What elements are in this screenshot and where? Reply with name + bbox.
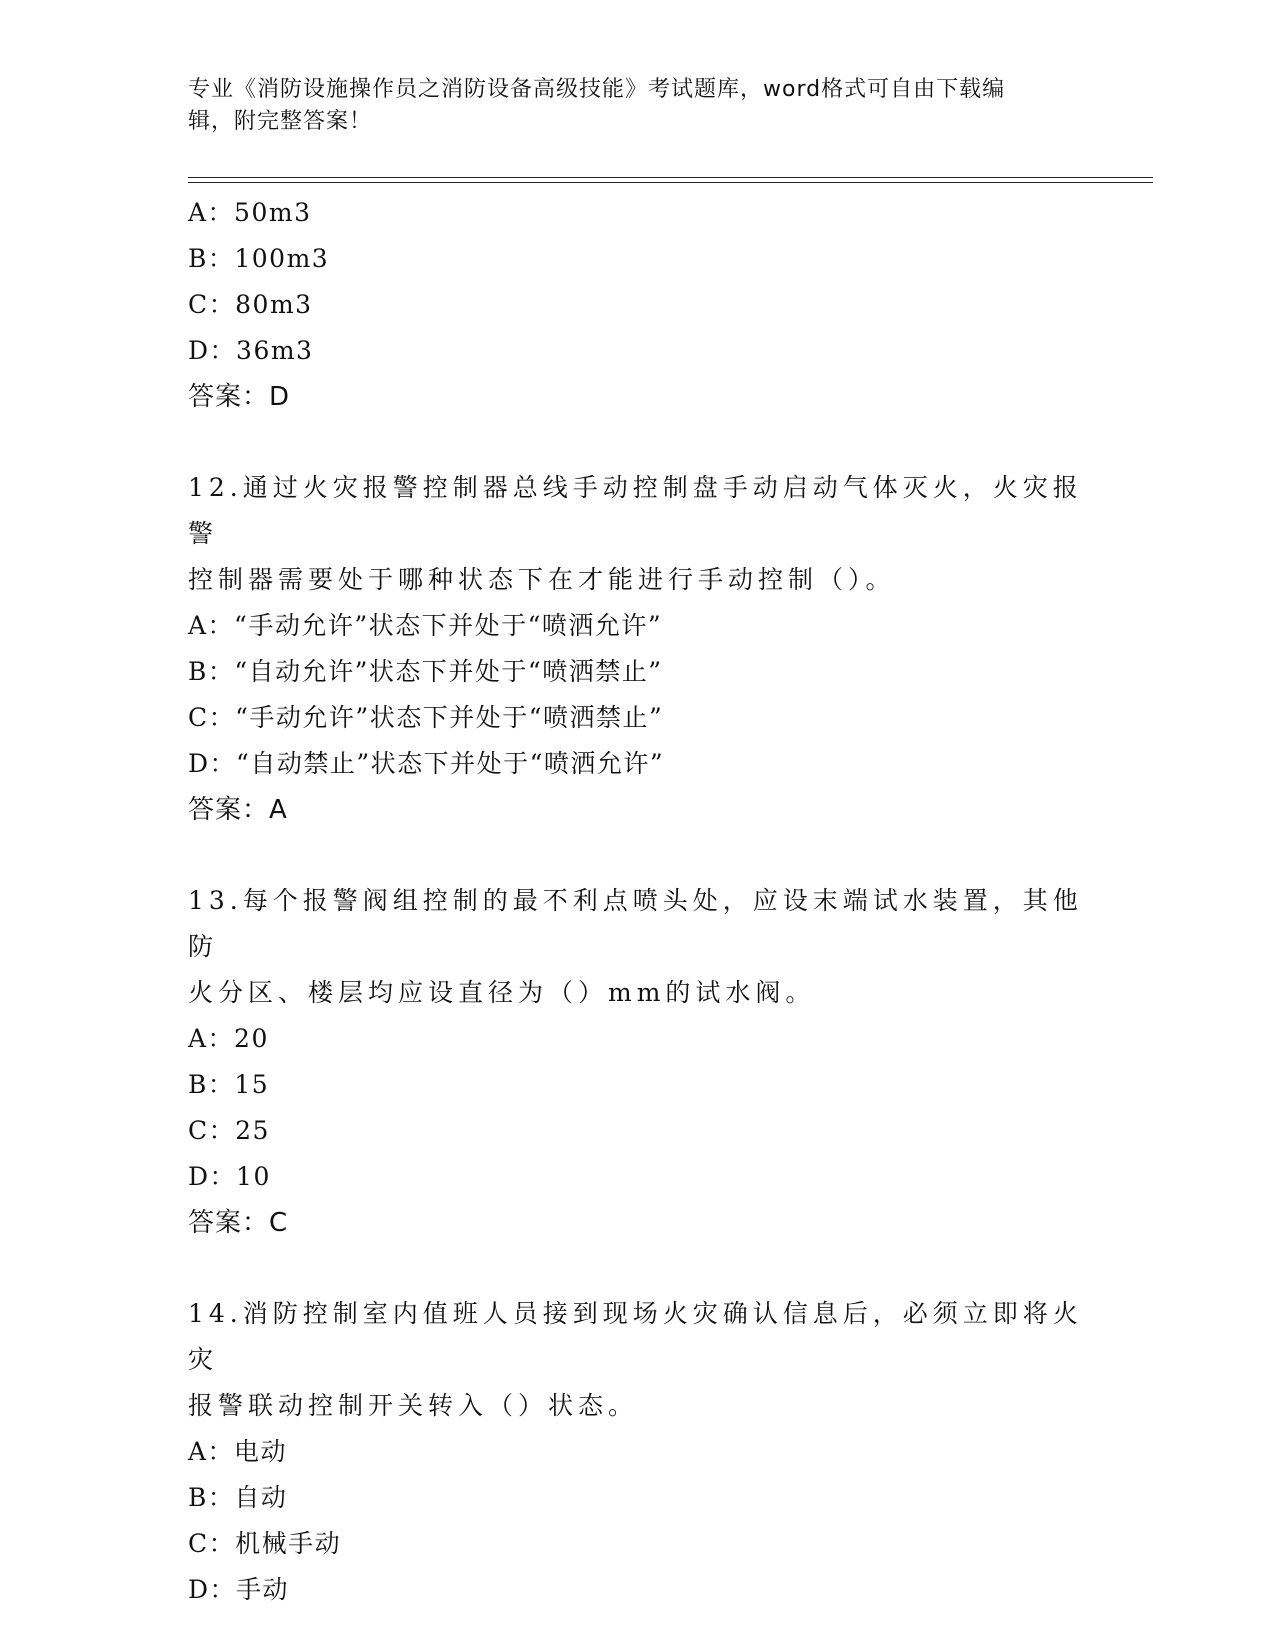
- header-line-1: 专业《消防设施操作员之消防设备高级技能》考试题库，word格式可自由下载编: [188, 77, 1006, 102]
- answer-line: 答案：C: [188, 1208, 289, 1238]
- question-stem-line-2: 报警联动控制开关转入（）状态。: [188, 1391, 639, 1420]
- answer-line: 答案：A: [188, 795, 288, 825]
- option-a: A：20: [188, 1024, 269, 1053]
- question-stem-line-1: 12.通过火灾报警控制器总线手动控制盘手动启动气体灭火，火灾报警: [188, 473, 1083, 548]
- question-13: [188, 878, 1088, 1246]
- question-stem-line-1: 13.每个报警阀组控制的最不利点喷头处，应设末端试水装置，其他防: [188, 886, 1083, 961]
- page-header: [188, 74, 1068, 138]
- option-c: C：25: [188, 1116, 270, 1145]
- question-stem-line-2: 火分区、楼层均应设直径为（）mm的试水阀。: [188, 978, 816, 1007]
- document-body: [188, 190, 1088, 1613]
- option-a: A：“手动允许”状态下并处于“喷洒允许”: [188, 611, 663, 640]
- option-d: D：“自动禁止”状态下并处于“喷洒允许”: [188, 749, 665, 778]
- option-d: D：36m3: [188, 336, 314, 365]
- option-a: A：电动: [188, 1437, 288, 1466]
- question-stem-line-1: 14.消防控制室内值班人员接到现场火灾确认信息后，必须立即将火灾: [188, 1299, 1083, 1374]
- option-c: C：80m3: [188, 290, 313, 319]
- question-11-remainder: [188, 190, 1088, 420]
- option-d: D：10: [188, 1162, 271, 1191]
- option-b: B：15: [188, 1070, 270, 1099]
- header-line-2: 辑，附完整答案！: [188, 109, 373, 134]
- option-d: D：手动: [188, 1575, 290, 1604]
- option-a: A：50m3: [188, 198, 312, 227]
- header-divider-top: [188, 177, 1153, 178]
- question-12: [188, 465, 1088, 833]
- answer-line: 答案：D: [188, 382, 291, 412]
- option-c: C：“手动允许”状态下并处于“喷洒禁止”: [188, 703, 664, 732]
- header-divider-bottom: [188, 182, 1153, 183]
- option-b: B：100m3: [188, 244, 330, 273]
- option-b: B：“自动允许”状态下并处于“喷洒禁止”: [188, 657, 663, 686]
- question-14: [188, 1291, 1088, 1613]
- option-b: B：自动: [188, 1483, 288, 1512]
- option-c: C：机械手动: [188, 1529, 342, 1558]
- question-stem-line-2: 控制器需要处于哪种状态下在才能进行手动控制（）。: [188, 565, 896, 594]
